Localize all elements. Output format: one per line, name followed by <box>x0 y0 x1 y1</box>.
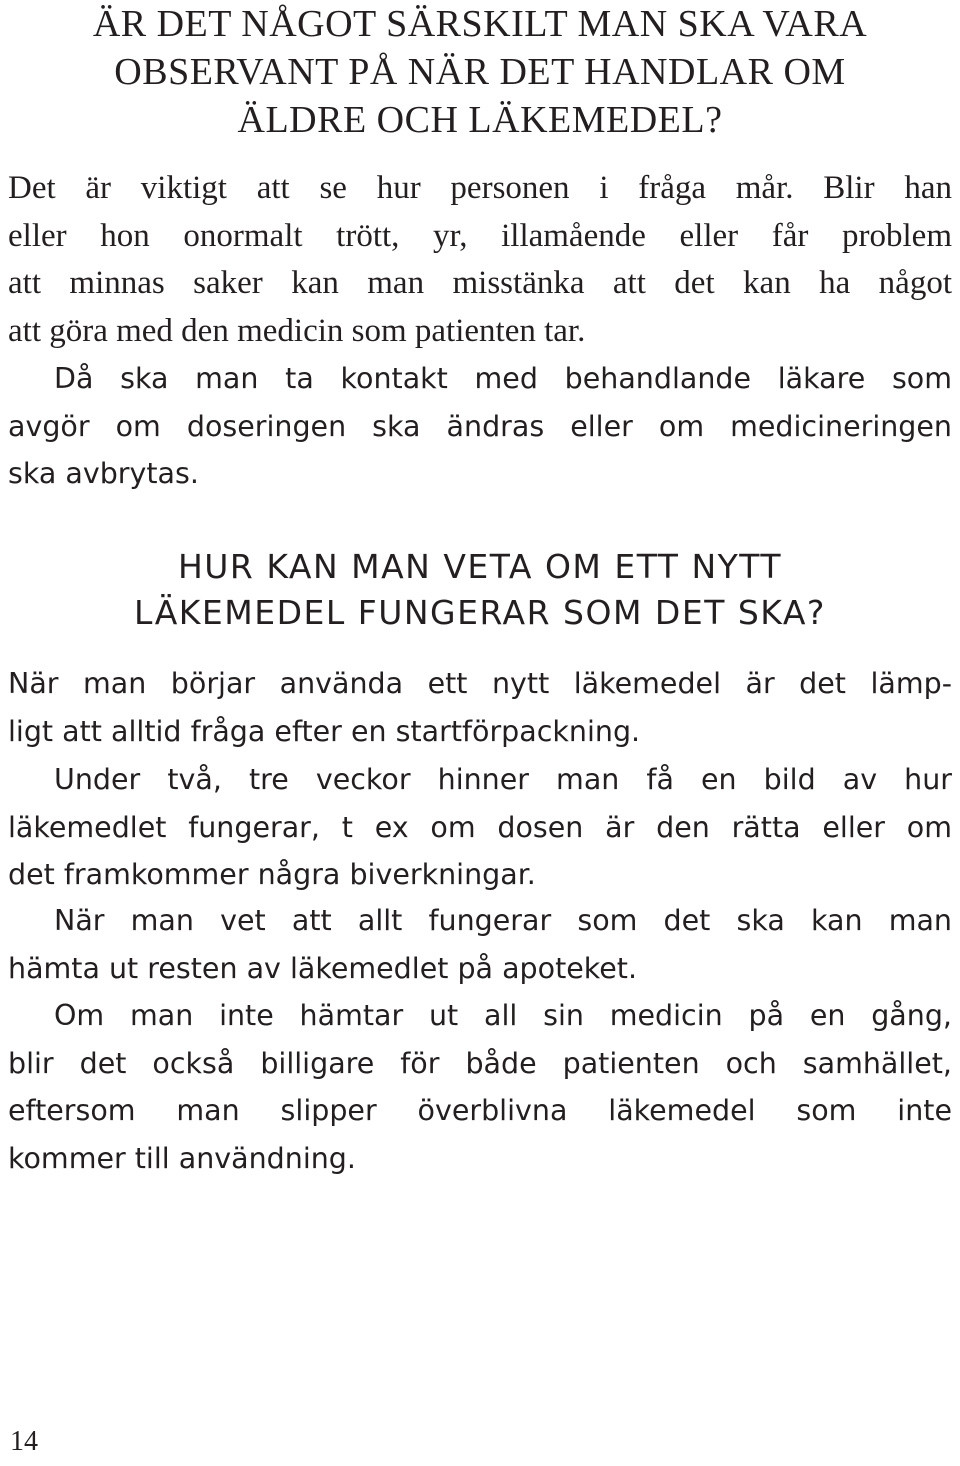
paragraph-line: När man vet att allt fungerar som det ska kan man <box>54 904 952 937</box>
heading-line: ÄR DET NÅGOT SÄRSKILT MAN SKA VARA <box>92 3 868 45</box>
heading-line: ÄLDRE OCH LÄKEMEDEL? <box>237 99 723 141</box>
paragraph-observe-patient <box>8 165 952 355</box>
paragraph-line: att minnas saker kan man misstänka att det kan ha något <box>8 265 952 301</box>
paragraph-contact-doctor <box>8 355 952 498</box>
paragraph-line: ligt att alltid fråga efter en startförpackning. <box>8 714 641 748</box>
heading-elderly-and-medicines <box>8 0 952 144</box>
paragraph-line: hämta ut resten av läkemedlet på apoteket. <box>8 951 638 985</box>
paragraph-line: kommer till användning. <box>8 1141 356 1175</box>
heading-line: OBSERVANT PÅ NÄR DET HANDLAR OM <box>114 51 846 93</box>
paragraph-line: blir det också billigare för både patienten och samhället, <box>8 1046 952 1080</box>
paragraph-line: Under två, tre veckor hinner man få en bild av hur <box>54 763 952 796</box>
paragraph-line: eftersom man slipper överblivna läkemedel som inte <box>8 1094 952 1127</box>
paragraph-evaluation-period <box>8 756 952 899</box>
heading-new-medicine <box>8 544 952 636</box>
paragraph-line: ska avbrytas. <box>8 457 199 490</box>
paragraph-collect-rest <box>8 897 952 992</box>
heading-line: LÄKEMEDEL FUNGERAR SOM DET SKA? <box>134 593 826 632</box>
paragraph-line: Det är viktigt att se hur personen i fråga mår. Blir han <box>8 170 952 206</box>
paragraph-line: eller hon onormalt trött, yr, illamående eller får problem <box>8 217 952 254</box>
paragraph-line: När man börjar använda ett nytt läkemedel är det lämp- <box>8 667 952 700</box>
page-number: 14 <box>10 1426 38 1457</box>
paragraph-cheaper <box>8 992 952 1182</box>
paragraph-line: att göra med den medicin som patienten tar. <box>8 312 586 349</box>
paragraph-line: avgör om doseringen ska ändras eller om medicineringen <box>8 409 952 443</box>
paragraph-line: det framkommer några biverkningar. <box>8 858 536 891</box>
paragraph-start-package <box>8 660 952 755</box>
paragraph-line: Då ska man ta kontakt med behandlande läkare som <box>54 362 952 395</box>
paragraph-line: Om man inte hämtar ut all sin medicin på en gång, <box>54 999 952 1032</box>
heading-line: HUR KAN MAN VETA OM ETT NYTT <box>177 547 783 586</box>
paragraph-line: läkemedlet fungerar, t ex om dosen är den rätta eller om <box>8 810 952 844</box>
